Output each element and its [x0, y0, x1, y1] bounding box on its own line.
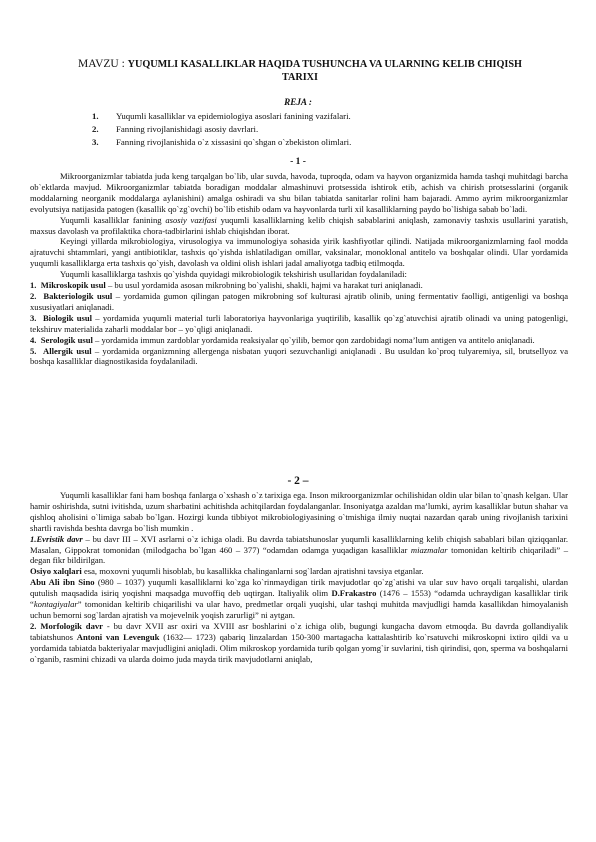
paragraph: 2. Morfologik davr - bu davr XVII asr oxiri va XVIII asr boshlarini o`z ichiga olib, bugungi kungacha davom etmoqda. Bu davrda gollandiyalik tabiatshunos Antoni van Levenguk (1632— 1723) qabariq linzalardan 150-300 martagacha kattalashtirib ko`rsatuvchi mikroskopni ixtiro qildi va u yordamida tabiatda bakteriyalar mavjudligini aniqladi. Olim mikroskop yordamida turib qolgan yomg`ir suvlarini, tish qirindisi, qon, sperma va boshqalarni o`rganib, rasmini chizadi va ularda doimo juda mayda tirik mavjudotlarni aniqlab, — [30, 620, 569, 664]
plan-heading: REJA : — [284, 97, 312, 107]
section-1-heading: - 1 - — [290, 157, 306, 167]
method-item: 5. Allergik usul – yordamida organizmning allergenga nisbatan yuqori sezuvchanligi aniqlanadi . Bu usuldan ko`proq tulyaremiya, sil, brutsellyoz va boshqa kasalliklar diagnostikasida foydalaniladi. — [30, 345, 569, 367]
paragraph: Keyingi yillarda mikrobiologiya, virusologiya va immunologiya sohasida yirik kashfiyotlar qilindi. Natijada mikroorganizmlarning faol modda ajratuvchi shtammlari, yangi antibiotiklar, tashxis qo`yishda ishlatiladigan omillar, vaksinalar, monoklonal antitelo va boshqalar olindi. Ular yordamida yuqumli kasalliklarga erta tashxis qo`yish, davolash va oldini olish ishlari jadal amaliyotga tadbiq etilmoqda. — [30, 236, 568, 269]
plan-item: 2. Fanning rivojlanishidagi asosiy davrlari. — [92, 123, 259, 134]
plan-list — [92, 110, 532, 148]
section-1-body — [30, 171, 568, 367]
title-main: YUQUMLI KASALLIKLAR HAQIDA TUSHUNCHA VA ULARNING KELIB CHIQISH TARIXI — [127, 59, 522, 83]
plan-item: 3. Fanning rivojlanishida o`z xissasini qo`shgan o`zbekiston olimlari. — [92, 136, 352, 147]
method-item: 1. Mikroskopik usul – bu usul yordamida asosan mikrobning bo`yalishi, shakli, hajmi va harakat turi aniqlanadi. — [30, 280, 423, 291]
paragraph: Mikroorganizmlar tabiatda juda keng tarqalgan bo`lib, ular suvda, havoda, tuproqda, odam va hayvon organizmida hamda tashqi muhitdagi barcha ob`ektlarda mavjud. Mikroorganizmlar tabiatda boradigan moddalar almashinuvi protsessida ishtirok etib, achish va chirish protsesslarini (organik moddalarning neorganik moddalarga aylanishini) amalga oshiradi va shu bilan tabiatda sanitarlar rolini ham bajaradi. Ammo ayrim mikroorganizmlar evolyutsiya natijasida patogen (kasallik qo`zg`ovchi) bo`lib etishib odam va hayvonlarda turli xil kasalliklarning paydo bo`lishiga sabab bo`ladi. — [30, 171, 568, 214]
title-prefix: MAVZU : — [78, 58, 128, 70]
method-item: 3. Biologik usul – yordamida yuqumli material turli laboratoriya hayvonlariga yuqtirilib, kasallik qo`zg`atuvchisi ajratib olinadi va uning patogenligi, tekshiruv materialida zaharli moddalar bor – yo`qligi aniqlanadi. — [30, 312, 568, 334]
section-2-body — [30, 490, 568, 665]
section-2-heading: - 2 – — [287, 475, 309, 487]
paragraph: Osiyo xalqlari esa, moxovni yuqumli hisoblab, bu kasallikka chalinganlarni sog`lardan ajratishni tavsiya etganlar. — [30, 566, 424, 577]
plan-item: 1. Yuqumli kasalliklar va epidemiologiya asoslari fanining vazifalari. — [92, 111, 351, 121]
paragraph: Yuqumli kasalliklar fanining asosiy vazifasi yuqumli kasalliklarning kelib chiqish sabablarini aniqlash, zamonaviy tashxis usullarini yaratish, maxsus davolash va profilaktika chora-tadbirlarini ishlab chiqishdan iborat. — [30, 214, 568, 236]
paragraph: 1.Evristik davr – bu davr III – XVI asrlarni o`z ichiga oladi. Bu davrda tabiatshunoslar yuqumli kasalliklarning kelib chiqish sabablari bilan qiziqqanlar. Masalan, Gippokrat tomonidan (milodgacha bo`lgan 460 – 377) “odamdan odamga yuqadigan kasalliklar miazmalar tomonidan keltirib chiqariladi” – degan fikr bildirilgan. — [30, 533, 569, 566]
document-title — [60, 58, 540, 84]
paragraph: Yuqumli kasalliklar fani ham boshqa fanlarga o`xshash o`z tarixiga ega. Inson mikroorganizmlar ochilishidan oldin ular bilan to`qnash kelgan. Ular hamir oshirishda, sutni ivitishda, uzum sharbatini achitishda achitqilardan foydalanganlar. Insoniyatga azaldan ma’lumki, ayrim kasalliklar butun shahar va qishloq aholisini o`limiga sabab bo`lgan. Hozirgi kunda tibbiyot mikrobiologiyasining o`tmishiga ilmiy nuqtai nazardan qarab uning rivojlanish tarixini shartli ravishda beshta davrga bo`lish mumkin . — [30, 490, 568, 533]
paragraph: Yuqumli kasalliklarga tashxis qo`yishda quyidagi mikrobiologik tekshirish usullaridan foydalaniladi: — [60, 269, 407, 280]
paragraph: Abu Ali ibn Sino (980 – 1037) yuqumli kasalliklarni ko`zga ko`rinmaydigan tirik mavjudotlar qo`zg`atishi va ular suv havo orqali tarqalishi, ulardan qutulish maqsadida isiriq yoqishni maqsadga muvoffiq deb uqtirgan. Italiyalik olim D.Frakastro (1476 – 1553) “odamda uchraydigan kasalliklar tirik “kontagiyalar” tomonidan keltirib chiqarilishi va ular havo, predmetlar orqali yuqishi, ular tashqi muhitda mavjudligi hamda kasallikdan himoyalanish uchun bemorni sog`lardan ajratish va mojevelnik yoqish zarurligi” ni aytgan. — [30, 577, 568, 620]
method-item: 4. Serologik usul – yordamida immun zardoblar yordamida reaksiyalar qo`yilib, bemor qon zardobidagi noma’lum antigen va antitelo aniqlanadi. — [30, 334, 535, 345]
method-item: 2. Bakteriologik usul – yordamida gumon qilingan patogen mikrobning sof kulturasi ajratib olinib, uning fermentativ faolligi, antigenligi va boshqa xususiyatlari aniqlanadi. — [30, 290, 569, 312]
